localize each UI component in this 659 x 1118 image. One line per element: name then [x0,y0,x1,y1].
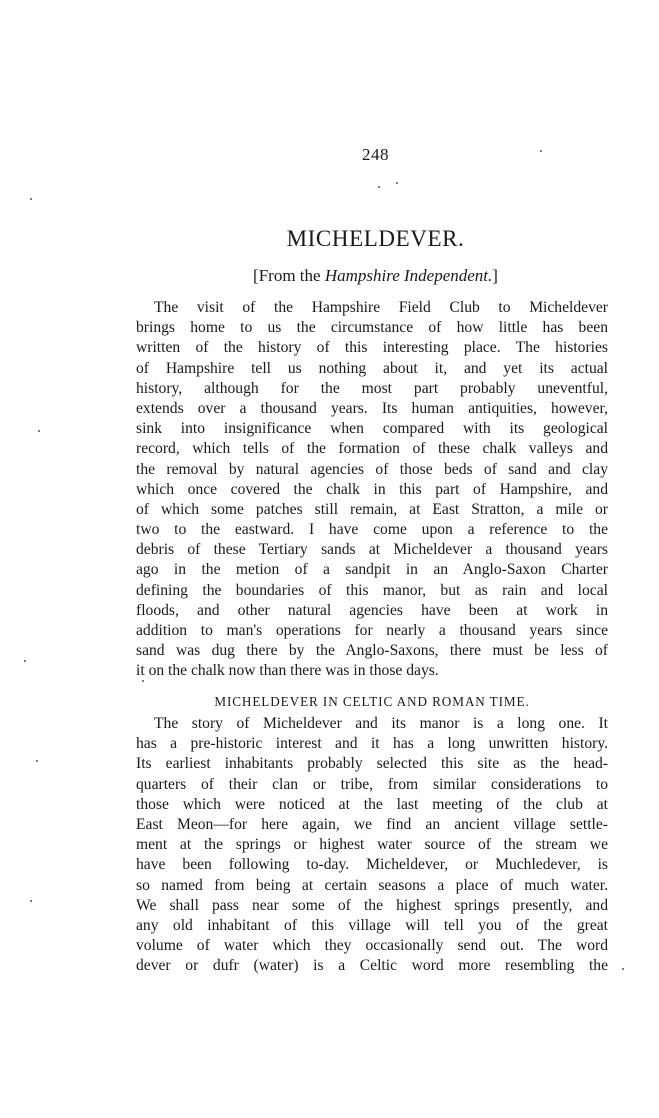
paragraph-2 [136,714,608,976]
scan-speck [30,900,32,902]
paragraph-line: has a pre-historic interest and it has a long unwritten history. [136,735,608,753]
paragraph-line: defining the boundaries of this manor, but as rain and local [136,581,608,599]
paragraph-line: record, which tells of the formation of these chalk valleys and [136,440,608,458]
paragraph-line: East Meon—for here again, we find an ancient village settle- [136,815,608,833]
paragraph-line: two to the eastward. I have come upon a reference to the [136,521,608,539]
paragraph-line: of which some patches still remain, at East Stratton, a mile or [136,500,608,518]
paragraph-line: ago in the metion of a sandpit in an Anglo-Saxon Charter [136,561,608,579]
paragraph-line: We shall pass near some of the highest springs presently, and [136,896,608,914]
paragraph-line: The story of Micheldever and its manor is a long one. It [154,715,608,732]
paragraph-line: floods, and other natural agencies have been at work in [136,601,608,619]
paragraph-line: sink into insignificance when compared with its geological [136,420,608,438]
article-title: MICHELDEVER. [286,226,465,251]
scan-speck [24,660,26,662]
paragraph-line: addition to man's operations for nearly a thousand years since [136,622,608,639]
paragraph-line: it on the chalk now than there was in those days. [136,662,439,680]
scan-speck [38,430,40,432]
paragraph-line: of Hampshire tell us nothing about it, and yet its actual [136,359,608,377]
paragraph-line: ment at the springs or highest water source of the stream we [136,836,608,854]
paragraph-line: which once covered the chalk in this part of Hampshire, and [136,480,608,498]
section-heading: MICHELDEVER IN CELTIC AND ROMAN TIME. [214,694,530,709]
paragraph-line: brings home to us the circumstance of how little has been [136,319,608,337]
paragraph-line: those which were noticed at the last meeting of the club at [136,795,608,813]
paragraph-line: the removal by natural agencies of those beds of sand and clay [136,460,608,478]
scan-speck [142,680,144,682]
scan-speck [378,186,380,188]
paragraph-line: Its earliest inhabitants probably selected this site as the head- [136,755,608,773]
paragraph-line: sand was dug there by the Anglo-Saxons, there must be less of [136,642,608,660]
paragraph-line: any old inhabitant of this village will tell you of the great [136,916,608,934]
scan-speck [36,760,38,762]
scan-speck [540,150,542,152]
source-suffix: ] [492,266,498,285]
paragraph-line: quarters of their clan or tribe, from similar considerations to [136,775,608,793]
source-line [0,266,659,286]
page-number: 248 [362,145,389,164]
paragraph-line: volume of water which they occasionally send out. The word [136,937,608,955]
source-prefix: [From the [253,266,325,285]
paragraph-line: written of the history of this interesting place. The histories [136,339,608,357]
paragraph-line: The visit of the Hampshire Field Club to Micheldever [154,299,608,316]
paragraph-line: debris of these Tertiary sands at Micheldever a thousand years [136,541,608,559]
scan-speck [396,182,398,184]
scan-speck [30,198,32,200]
paragraph-line: have been following to-day. Micheldever, or Muchledever, is [136,856,608,874]
paragraph-line: extends over a thousand years. Its human antiquities, however, [136,399,608,417]
paragraph-1 [136,298,608,682]
paragraph-line: dever or dufr (water) is a Celtic word more resembling the [136,957,608,975]
paragraph-line: history, although for the most part probably uneventful, [136,379,608,397]
source-publication: Hampshire Independent. [324,266,493,285]
scan-speck [622,968,624,970]
paragraph-line: so named from being at certain seasons a place of much water. [136,876,608,894]
